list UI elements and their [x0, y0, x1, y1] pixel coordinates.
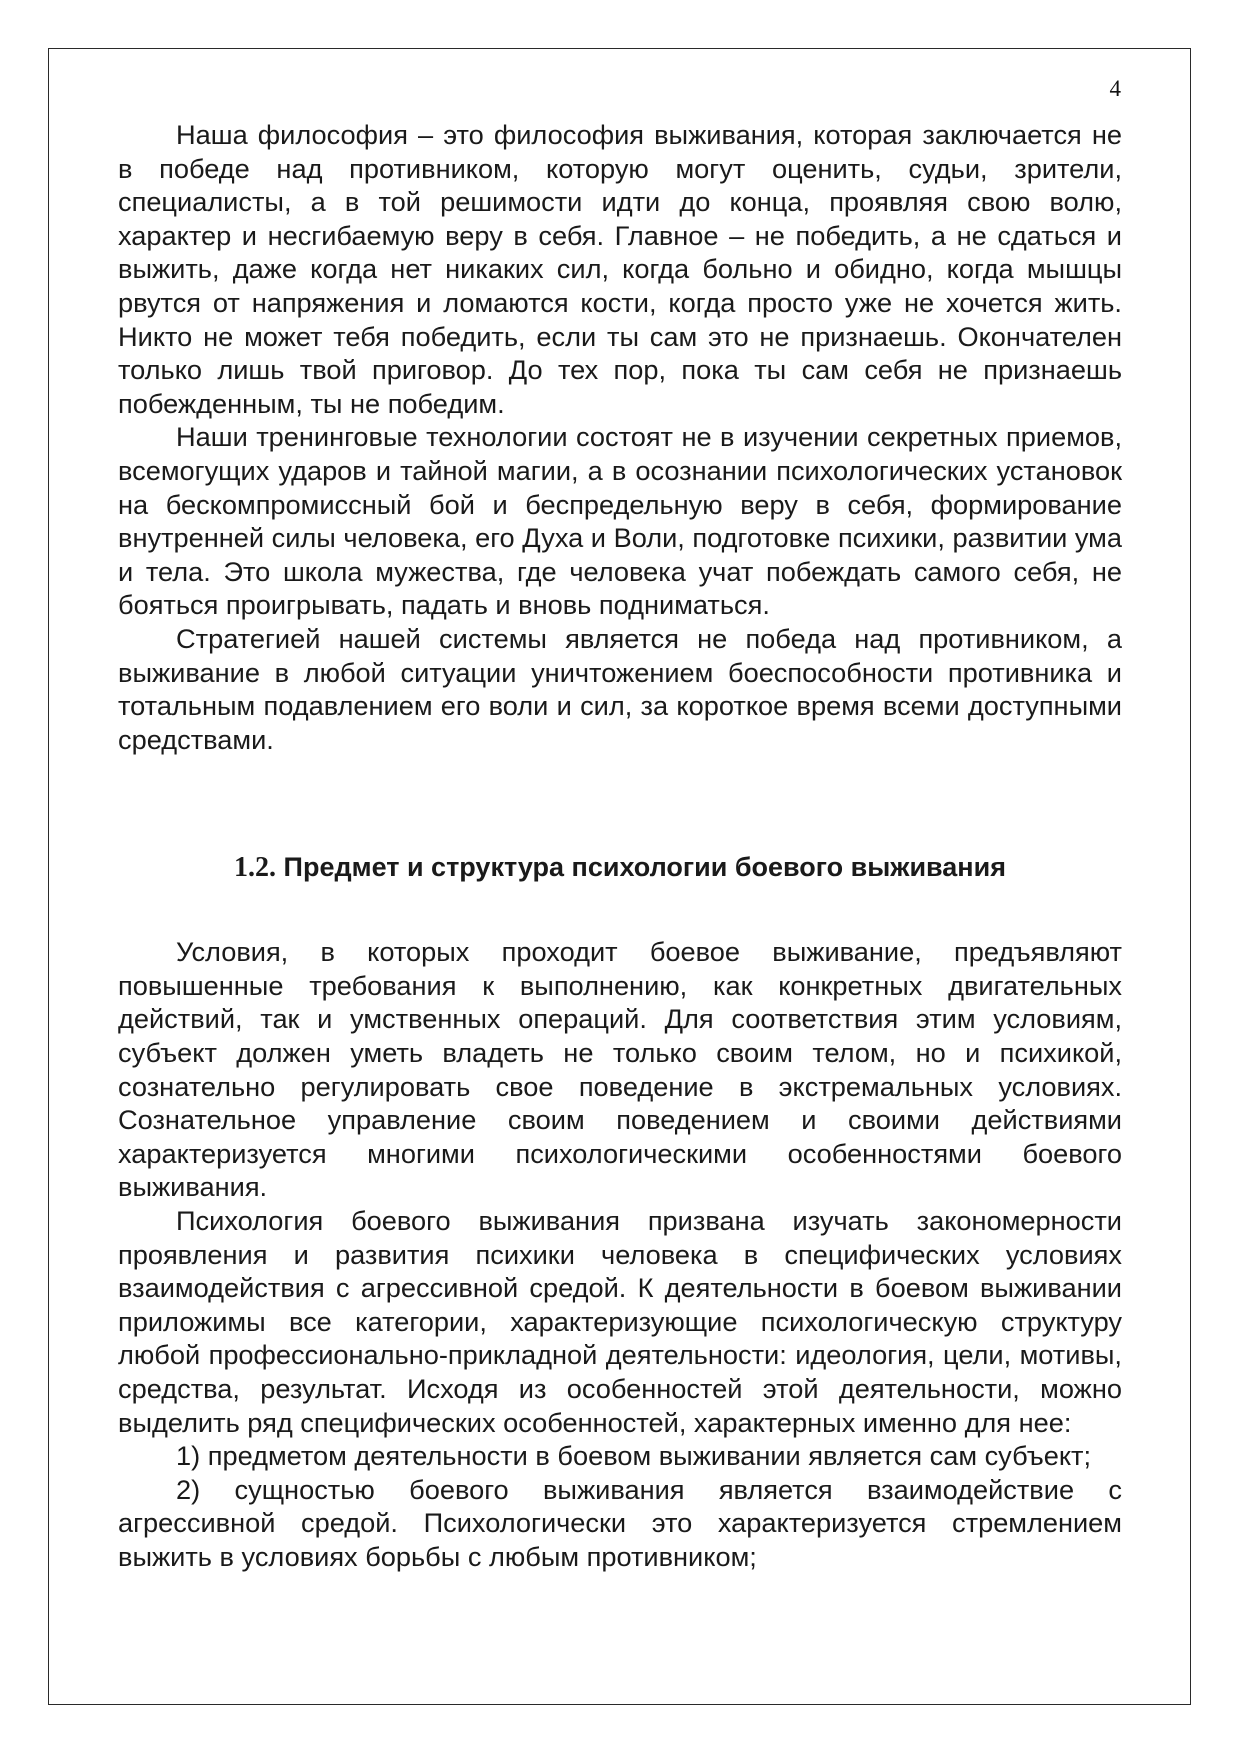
paragraph: Наши тренинговые технологии состоят не в изучении секретных приемов, всемогущих ударов и тайной магии, а в осознании психологических установок на бескомпромиссный бой и беспредельную веру в себя, формирование внутренней силы человека, его Духа и Воли, подготовке психики, развитии ума и тела. Это школа мужества, где человека учат побеждать самого себя, не бояться проигрывать, падать и вновь подниматься.	[118, 421, 1122, 621]
section-heading	[118, 850, 1122, 885]
section-title: Предмет и структура психологии боевого выживания	[283, 852, 1006, 883]
list-item: 2) сущностью боевого выживания является взаимодействие с агрессивной средой. Психологически это характеризуется стремлением выжить в условиях борьбы с любым противником;	[118, 1473, 1122, 1572]
paragraph: Стратегией нашей системы является не победа над противником, а выживание в любой ситуации уничтожением боеспособности противника и тотальным подавлением его воли и сил, за короткое время всеми доступными средствами.	[118, 622, 1122, 755]
paragraph: Психология боевого выживания призвана изучать закономерности проявления и развития психики человека в специфических условиях взаимодействия с агрессивной средой. К деятельности в боевом выживании приложимы все категории, характеризующие психологическую структуру любой профессионально-прикладной деятельности: идеология, цели, мотивы, средства, результат. Исходя из особенностей этой деятельности, можно выделить ряд специфических особенностей, характерных именно для нее:	[118, 1205, 1122, 1438]
document-body	[118, 118, 1122, 1574]
paragraph: Условия, в которых проходит боевое выживание, предъявляют повышенные требования к выполнению, как конкретных двигательных действий, так и умственных операций. Для соответствия этим условиям, субъект должен уметь владеть не только своим телом, но и психикой, сознательно регулировать свое поведение в экстремальных условиях. Сознательное управление своим поведением и своими действиями характеризуется многими психологическими особенностями боевого выживания.	[118, 936, 1122, 1203]
page-number: 4	[1109, 76, 1121, 101]
paragraph: Наша философия – это философия выживания, которая заключается не в победе над противником, которую могут оценить, судьи, зрители, специалисты, а в той решимости идти до конца, проявляя свою волю, характер и несгибаемую веру в себя. Главное – не победить, а не сдаться и выжить, даже когда нет никаких сил, когда больно и обидно, когда мышцы рвутся от напряжения и ломаются кости, когда просто уже не хочется жить. Никто не может тебя победить, если ты сам это не признаешь. Окончателен только лишь твой приговор. До тех пор, пока ты сам себя не признаешь побежденным, ты не победим.	[118, 119, 1122, 419]
section-number: 1.2.	[234, 852, 277, 884]
list-item: 1) предметом деятельности в боевом выживании является сам субъект;	[176, 1440, 1092, 1472]
